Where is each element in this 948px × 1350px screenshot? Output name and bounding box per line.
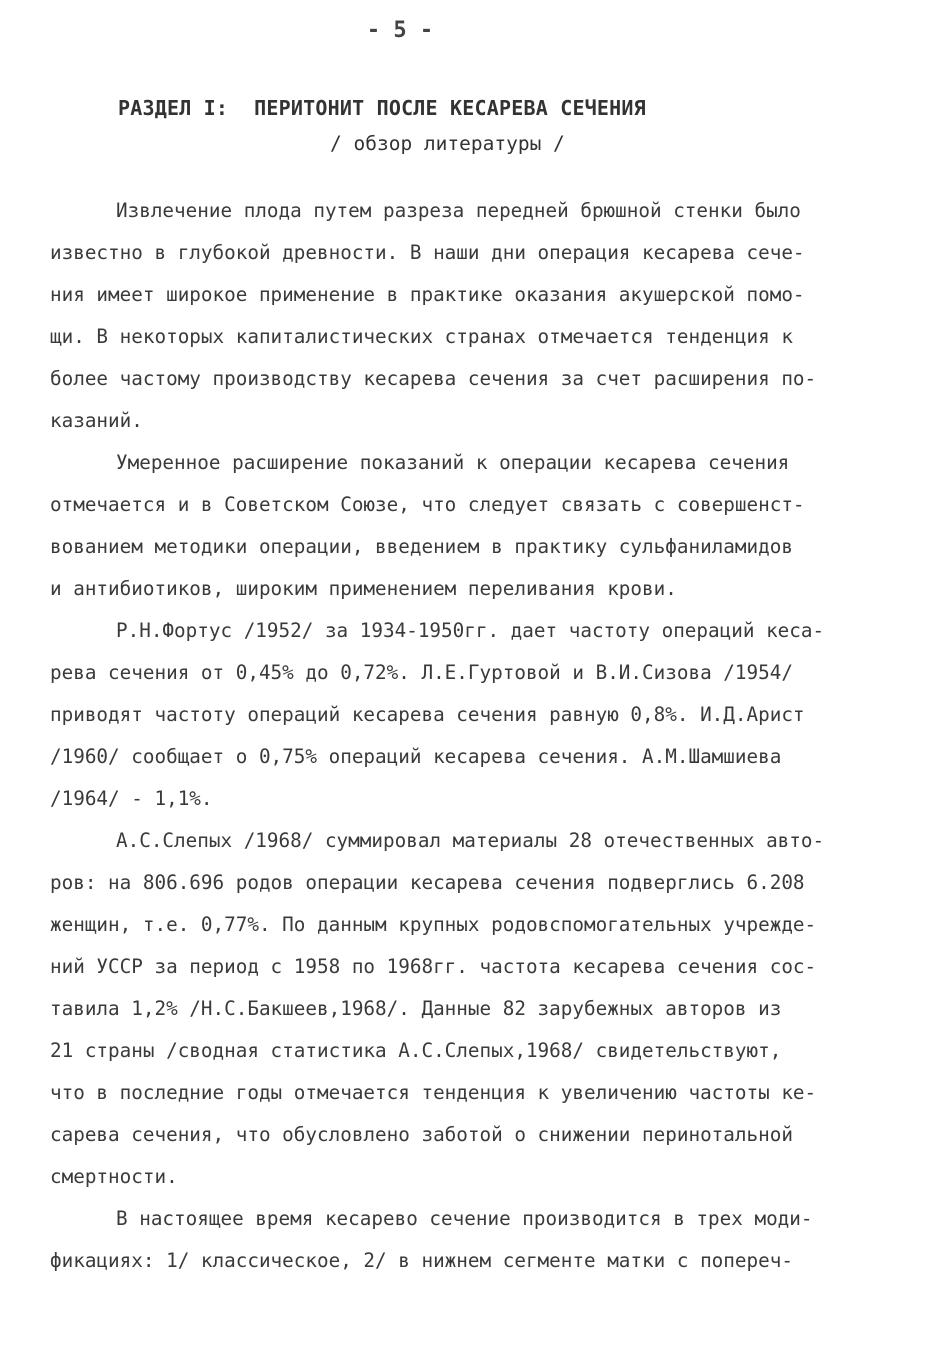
text-line: фикациях: 1/ классическое, 2/ в нижнем сегменте матки с попереч- (50, 1249, 793, 1272)
paragraph (50, 820, 900, 1198)
paragraph (50, 442, 900, 610)
text-line: вованием методики операции, введением в практику сульфаниламидов (50, 535, 793, 558)
section-title: ПЕРИТОНИТ ПОСЛЕ КЕСАРЕВА СЕЧЕНИЯ (254, 96, 646, 120)
text-line: Умеренное расширение показаний к операции кесарева сечения (116, 451, 790, 474)
text-line: В настоящее время кесарево сечение производится в трех моди- (116, 1207, 813, 1230)
paragraph (50, 190, 900, 442)
text-line: ния имеет широкое применение в практике оказания акушерской помо- (50, 283, 805, 306)
text-line: А.С.Слепых /1968/ суммировал материалы 28 отечественных авто- (116, 829, 825, 852)
text-line: отмечается и в Советском Союзе, что следует связать с совершенст- (50, 493, 805, 516)
text-line: приводят частоту операций кесарева сечения равную 0,8%. И.Д.Арист (50, 703, 805, 726)
text-line: казаний. (50, 409, 143, 432)
text-line: ров: на 806.696 родов операции кесарева сечения подверглись 6.208 (50, 871, 805, 894)
text-line: Р.Н.Фортус /1952/ за 1934-1950гг. дает частоту операций кеса- (116, 619, 825, 642)
text-line: тавила 1,2% /Н.С.Бакшеев,1968/. Данные 82 зарубежных авторов из (50, 997, 782, 1020)
text-line: щи. В некоторых капиталистических странах отмечается тенденция к (50, 325, 793, 348)
text-line: и антибиотиков, широким применением переливания крови. (50, 577, 677, 600)
text-line: /1964/ - 1,1%. (50, 787, 213, 810)
text-line: /1960/ сообщает о 0,75% операций кесарева сечения. А.М.Шамшиева (50, 745, 782, 768)
text-line: 21 страны /сводная статистика А.С.Слепых,1968/ свидетельствуют, (50, 1039, 782, 1062)
text-line: ний УССР за период с 1958 по 1968гг. частота кесарева сечения сос- (50, 955, 817, 978)
section-label: РАЗДЕЛ I: (118, 96, 229, 120)
text-line: известно в глубокой древности. В наши дни операция кесарева сече- (50, 241, 805, 264)
page-number: - 5 - (366, 18, 434, 43)
text-line: что в последние годы отмечается тенденция к увеличению частоты ке- (50, 1081, 817, 1104)
paragraph (50, 610, 900, 820)
text-line: сарева сечения, что обусловлено заботой о снижении перинотальной (50, 1123, 793, 1146)
section-heading (118, 96, 646, 120)
text-line: Извлечение плода путем разреза передней брюшной стенки было (116, 199, 801, 222)
section-subtitle: / обзор литературы / (330, 132, 565, 155)
text-line: смертности. (50, 1165, 178, 1188)
text-line: более частому производству кесарева сечения за счет расширения по- (50, 367, 817, 390)
text-line: женщин, т.е. 0,77%. По данным крупных родовспомогательных учрежде- (50, 913, 817, 936)
paragraph (50, 1198, 900, 1282)
body-text (50, 190, 900, 1282)
text-line: рева сечения от 0,45% до 0,72%. Л.Е.Гуртовой и В.И.Сизова /1954/ (50, 661, 793, 684)
